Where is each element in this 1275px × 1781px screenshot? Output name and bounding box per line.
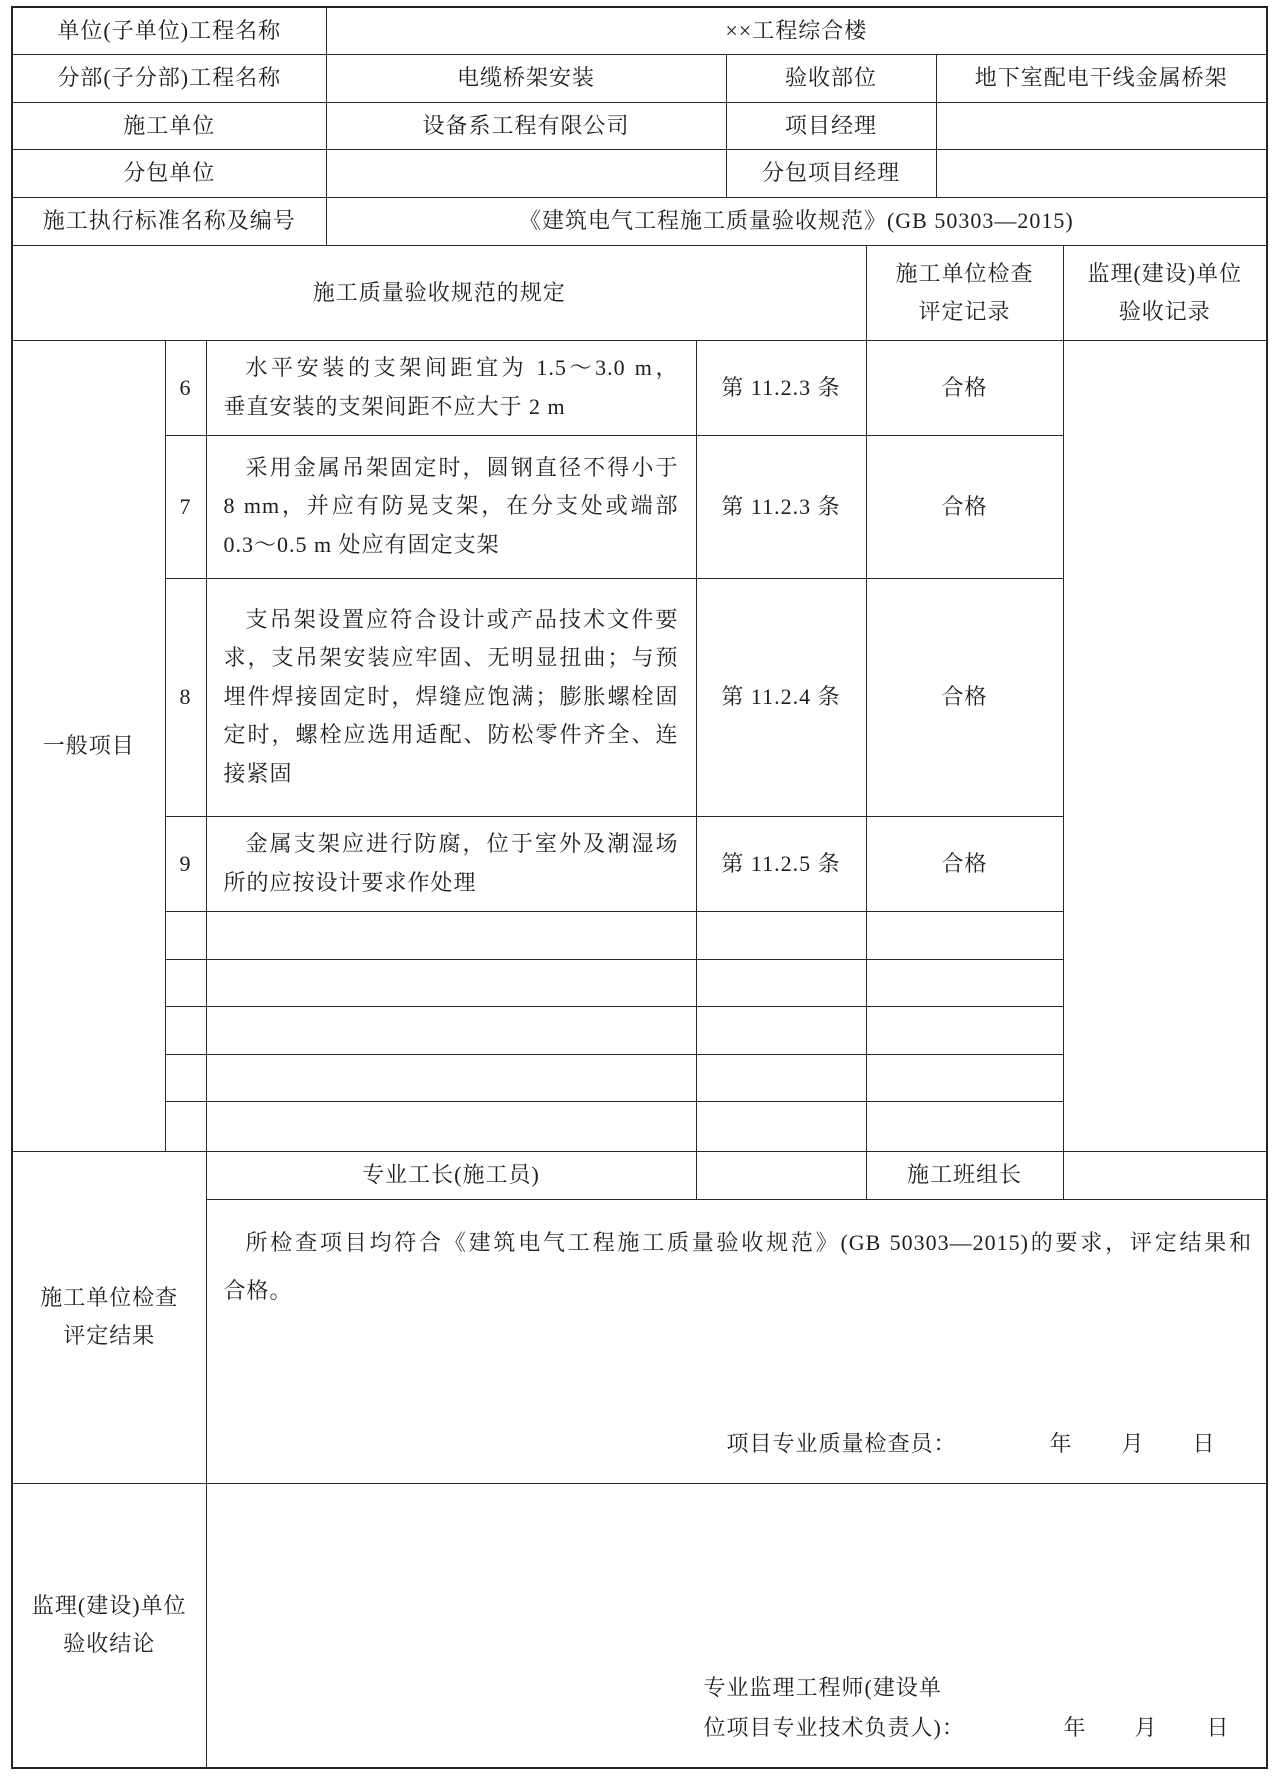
header-line: 监理(建设)单位	[1087, 260, 1243, 286]
date-day: 日	[1192, 1430, 1216, 1456]
supervisor-record-column-header	[1063, 245, 1267, 340]
item-clause: 第 11.2.3 条	[696, 340, 866, 435]
row-subcontractor	[12, 149, 1267, 197]
item-result: 合格	[866, 435, 1063, 578]
row-column-headers	[12, 245, 1267, 340]
header-line: 施工单位检查	[895, 260, 1034, 286]
item-description-line: 水平安装的支架间距宜为 1.5～3.0 m，	[245, 355, 679, 380]
team-leader-label: 施工班组长	[866, 1151, 1063, 1199]
project-name-value: ××工程综合楼	[326, 7, 1267, 54]
date-year: 年	[1049, 1430, 1073, 1456]
item-result: 合格	[866, 816, 1063, 911]
empty-item-clause	[696, 1006, 866, 1054]
general-items-label: 一般项目	[12, 340, 165, 1151]
empty-item-clause	[696, 1054, 866, 1101]
item-description-line: 采用金属吊架固定时，圆钢直径不得小于	[245, 454, 679, 480]
empty-item-number	[165, 1006, 206, 1054]
empty-item-description	[206, 1006, 696, 1054]
item-description-line: 0.3～0.5 m 处应有固定支架	[223, 531, 500, 557]
item-description	[206, 816, 696, 911]
empty-item-description	[206, 959, 696, 1006]
contractor-value: 设备系工程有限公司	[326, 102, 726, 149]
signer-label-line: 位项目专业技术负责人)：	[703, 1714, 965, 1740]
standard-value: 《建筑电气工程施工质量验收规范》(GB 50303—2015)	[326, 197, 1267, 245]
date-month: 月	[1121, 1430, 1145, 1456]
contractor-label: 施工单位	[12, 102, 326, 149]
row-subproject	[12, 54, 1267, 102]
contractor-result-box	[207, 1200, 1267, 1478]
item-description-line: 垂直安装的支架间距不应大于 2 m	[223, 393, 566, 419]
label-line: 施工单位检查	[40, 1285, 179, 1310]
empty-item-clause	[696, 959, 866, 1006]
contractor-result-content	[206, 1199, 1267, 1483]
item-description-line: 求，支吊架安装应牢固、无明显扭曲；与预	[223, 645, 679, 671]
result-text-line: 所检查项目均符合《建筑电气工程施工质量验收规范》(GB 50303—2015)的要求，评定结果和	[245, 1229, 1253, 1255]
contractor-result-label	[12, 1151, 206, 1483]
empty-item-result	[866, 911, 1063, 959]
item-description-line: 埋件焊接固定时，焊缝应饱满；膨胀螺栓固	[223, 683, 679, 709]
item-description-line: 所的应按设计要求作处理	[223, 869, 477, 895]
item-clause: 第 11.2.4 条	[696, 578, 866, 816]
item-number: 9	[165, 816, 206, 911]
date-day: 日	[1206, 1714, 1230, 1740]
empty-item-number	[165, 1054, 206, 1101]
result-text-line: 合格。	[223, 1277, 293, 1303]
date-month: 月	[1134, 1714, 1158, 1740]
item-description-line: 定时，螺栓应选用适配、防松零件齐全、连	[223, 722, 679, 748]
subproject-label: 分部(子分部)工程名称	[12, 54, 326, 102]
team-leader-signature-cell	[1063, 1151, 1267, 1199]
item-description	[206, 340, 696, 435]
row-signatures	[12, 1151, 1267, 1199]
date-year: 年	[1063, 1714, 1087, 1740]
empty-item-clause	[696, 911, 866, 959]
row-supervisor-conclusion	[12, 1483, 1267, 1768]
subcontractor-value	[326, 149, 726, 197]
supervisor-record-cell	[1063, 340, 1267, 1151]
empty-item-description	[206, 1054, 696, 1101]
contractor-result-text	[224, 1219, 1253, 1315]
empty-item-result	[866, 959, 1063, 1006]
empty-item-description	[206, 1101, 696, 1151]
empty-item-result	[866, 1006, 1063, 1054]
signer-label-line: 专业监理工程师(建设单	[703, 1674, 942, 1700]
empty-item-description	[206, 911, 696, 959]
item-description-line: 支吊架设置应符合设计或产品技术文件要	[245, 606, 679, 632]
project-manager-label: 项目经理	[726, 102, 936, 149]
item-clause: 第 11.2.5 条	[696, 816, 866, 911]
foreman-signature-cell	[696, 1151, 866, 1199]
inspection-record-form	[11, 6, 1268, 1769]
header-line: 验收记录	[1118, 298, 1211, 324]
row-standard	[12, 197, 1267, 245]
item-number: 7	[165, 435, 206, 578]
header-line: 评定记录	[918, 298, 1011, 324]
supervisor-conclusion-label	[12, 1483, 206, 1768]
item-number: 6	[165, 340, 206, 435]
row-project-name	[12, 7, 1267, 54]
item-description-line: 接紧固	[223, 760, 293, 786]
empty-item-number	[165, 1101, 206, 1151]
empty-item-clause	[696, 1101, 866, 1151]
item-description-line: 金属支架应进行防腐，位于室外及潮湿场	[245, 831, 679, 856]
empty-item-result	[866, 1101, 1063, 1151]
inspection-part-label: 验收部位	[726, 54, 936, 102]
form-body	[12, 7, 1267, 1768]
empty-item-number	[165, 959, 206, 1006]
item-clause: 第 11.2.3 条	[696, 435, 866, 578]
supervisor-conclusion-content	[206, 1483, 1267, 1768]
label-line: 监理(建设)单位	[31, 1593, 187, 1619]
item-description	[206, 435, 696, 578]
empty-item-result	[866, 1054, 1063, 1101]
project-name-label: 单位(子单位)工程名称	[12, 7, 326, 54]
subcontractor-label: 分包单位	[12, 149, 326, 197]
sub-project-manager-value	[936, 149, 1267, 197]
sub-project-manager-label: 分包项目经理	[726, 149, 936, 197]
label-line: 验收结论	[63, 1631, 156, 1657]
project-manager-value	[936, 102, 1267, 149]
standard-label: 施工执行标准名称及编号	[12, 197, 326, 245]
item-description-line: 8 mm，并应有防晃支架，在分支处或端部	[223, 493, 679, 519]
item-result: 合格	[866, 578, 1063, 816]
inspection-part-value: 地下室配电干线金属桥架	[936, 54, 1267, 102]
spec-column-header: 施工质量验收规范的规定	[12, 245, 866, 340]
item-number: 8	[165, 578, 206, 816]
inspector-label: 项目专业质量检查员：	[726, 1430, 957, 1456]
supervisor-conclusion-box	[207, 1484, 1267, 1763]
foreman-label: 专业工长(施工员)	[206, 1151, 696, 1199]
label-line: 评定结果	[63, 1323, 156, 1348]
subproject-value: 电缆桥架安装	[326, 54, 726, 102]
contractor-record-column-header	[866, 245, 1063, 340]
item-description	[206, 578, 696, 816]
item-result: 合格	[866, 340, 1063, 435]
item-row	[12, 340, 1267, 435]
empty-item-number	[165, 911, 206, 959]
row-contractor	[12, 102, 1267, 149]
